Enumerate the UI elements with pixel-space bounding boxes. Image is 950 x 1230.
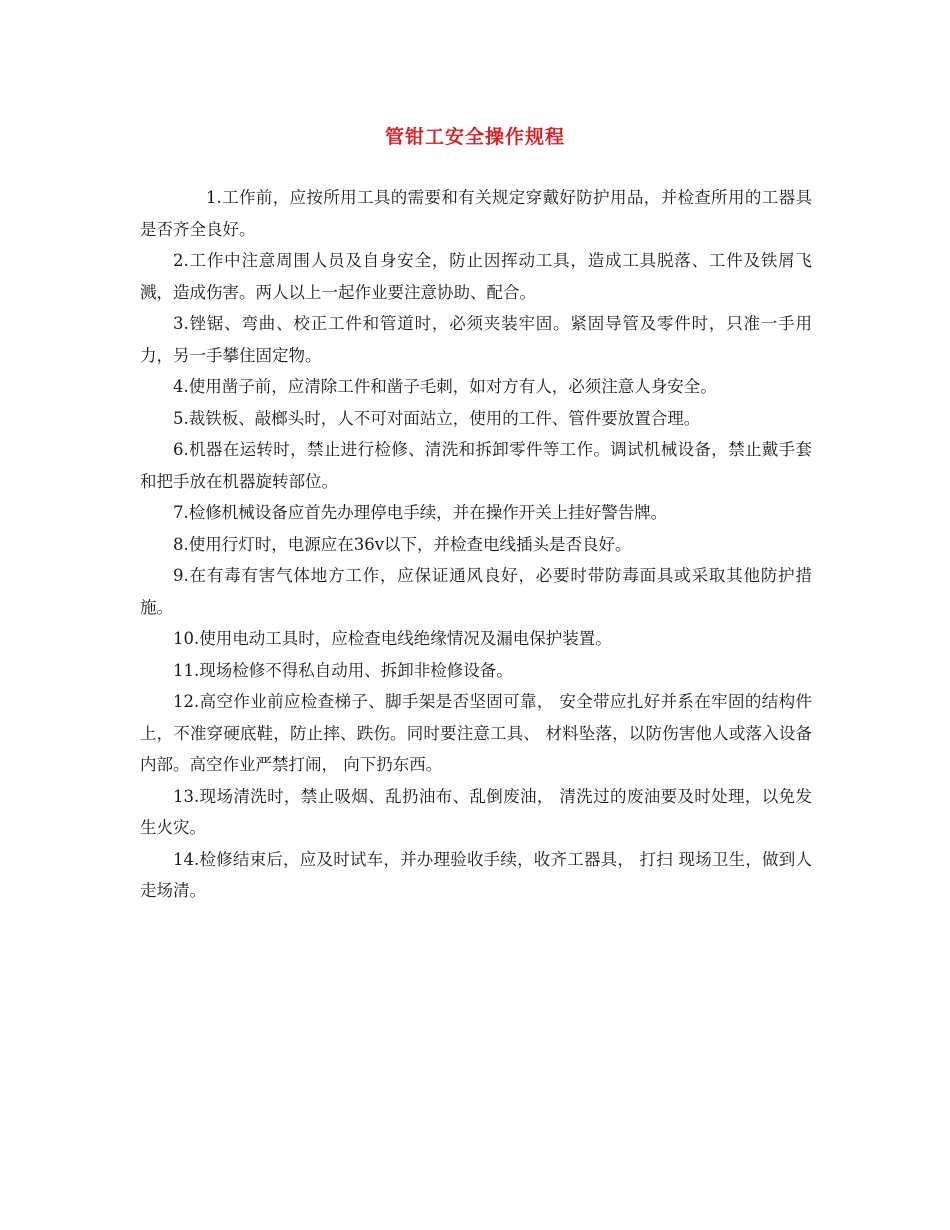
rule-item-14: 14.检修结束后，应及时试车，并办理验收手续，收齐工器具， 打扫 现场卫生，做到人走场清。 xyxy=(140,849,812,900)
rule-item-7: 7.检修机械设备应首先办理停电手续，并在操作开关上挂好警告牌。 xyxy=(173,503,668,522)
rule-item-11: 11.现场检修不得私自动用、拆卸非检修设备。 xyxy=(173,660,513,680)
rule-item-12: 12.高空作业前应检查梯子、脚手架是否坚固可靠， 安全带应扎好并系在牢固的结构件上，不准穿硬底鞋，防止摔、跌伤。同时要注意工具、 材料坠落，以防伤害他人或落入设备内部。高空作业严禁打闹， 向下扔东西。 xyxy=(140,692,812,774)
rule-item-2: 2.工作中注意周围人员及自身安全，防止因挥动工具，造成工具脱落、工件及铁屑飞溅，造成伤害。两人以上一起作业要注意协助、配合。 xyxy=(140,251,812,302)
rule-item-3: 3.锉锯、弯曲、校正工件和管道时，必须夹装牢固。紧固导管及零件时，只准一手用力，另一手攀住固定物。 xyxy=(140,314,812,365)
rule-item-1: 1.工作前，应按所用工具的需要和有关规定穿戴好防护用品，并检查所用的工器具是否齐全良好。 xyxy=(140,188,812,239)
rule-item-6: 6.机器在运转时，禁止进行检修、清洗和拆卸零件等工作。调试机械设备，禁止戴手套和把手放在机器旋转部位。 xyxy=(140,440,812,491)
rule-item-8: 8.使用行灯时，电源应在36v以下，并检查电线插头是否良好。 xyxy=(173,534,632,554)
rule-item-10: 10.使用电动工具时，应检查电线绝缘情况及漏电保护装置。 xyxy=(173,629,612,648)
rule-item-4: 4.使用凿子前，应清除工件和凿子毛刺，如对方有人，必须注意人身安全。 xyxy=(173,377,717,396)
rule-item-5: 5.裁铁板、敲榔头时，人不可对面站立，使用的工件、管件要放置合理。 xyxy=(173,408,701,428)
document-body xyxy=(140,182,812,907)
document-title: 管钳工安全操作规程 xyxy=(384,126,565,148)
rule-item-9: 9.在有毒有害气体地方工作，应保证通风良好，必要时带防毒面具或采取其他防护措施。 xyxy=(140,566,812,617)
rule-item-13: 13.现场清洗时，禁止吸烟、乱扔油布、乱倒废油， 清洗过的废油要及时处理，以免发生火灾。 xyxy=(140,786,812,837)
